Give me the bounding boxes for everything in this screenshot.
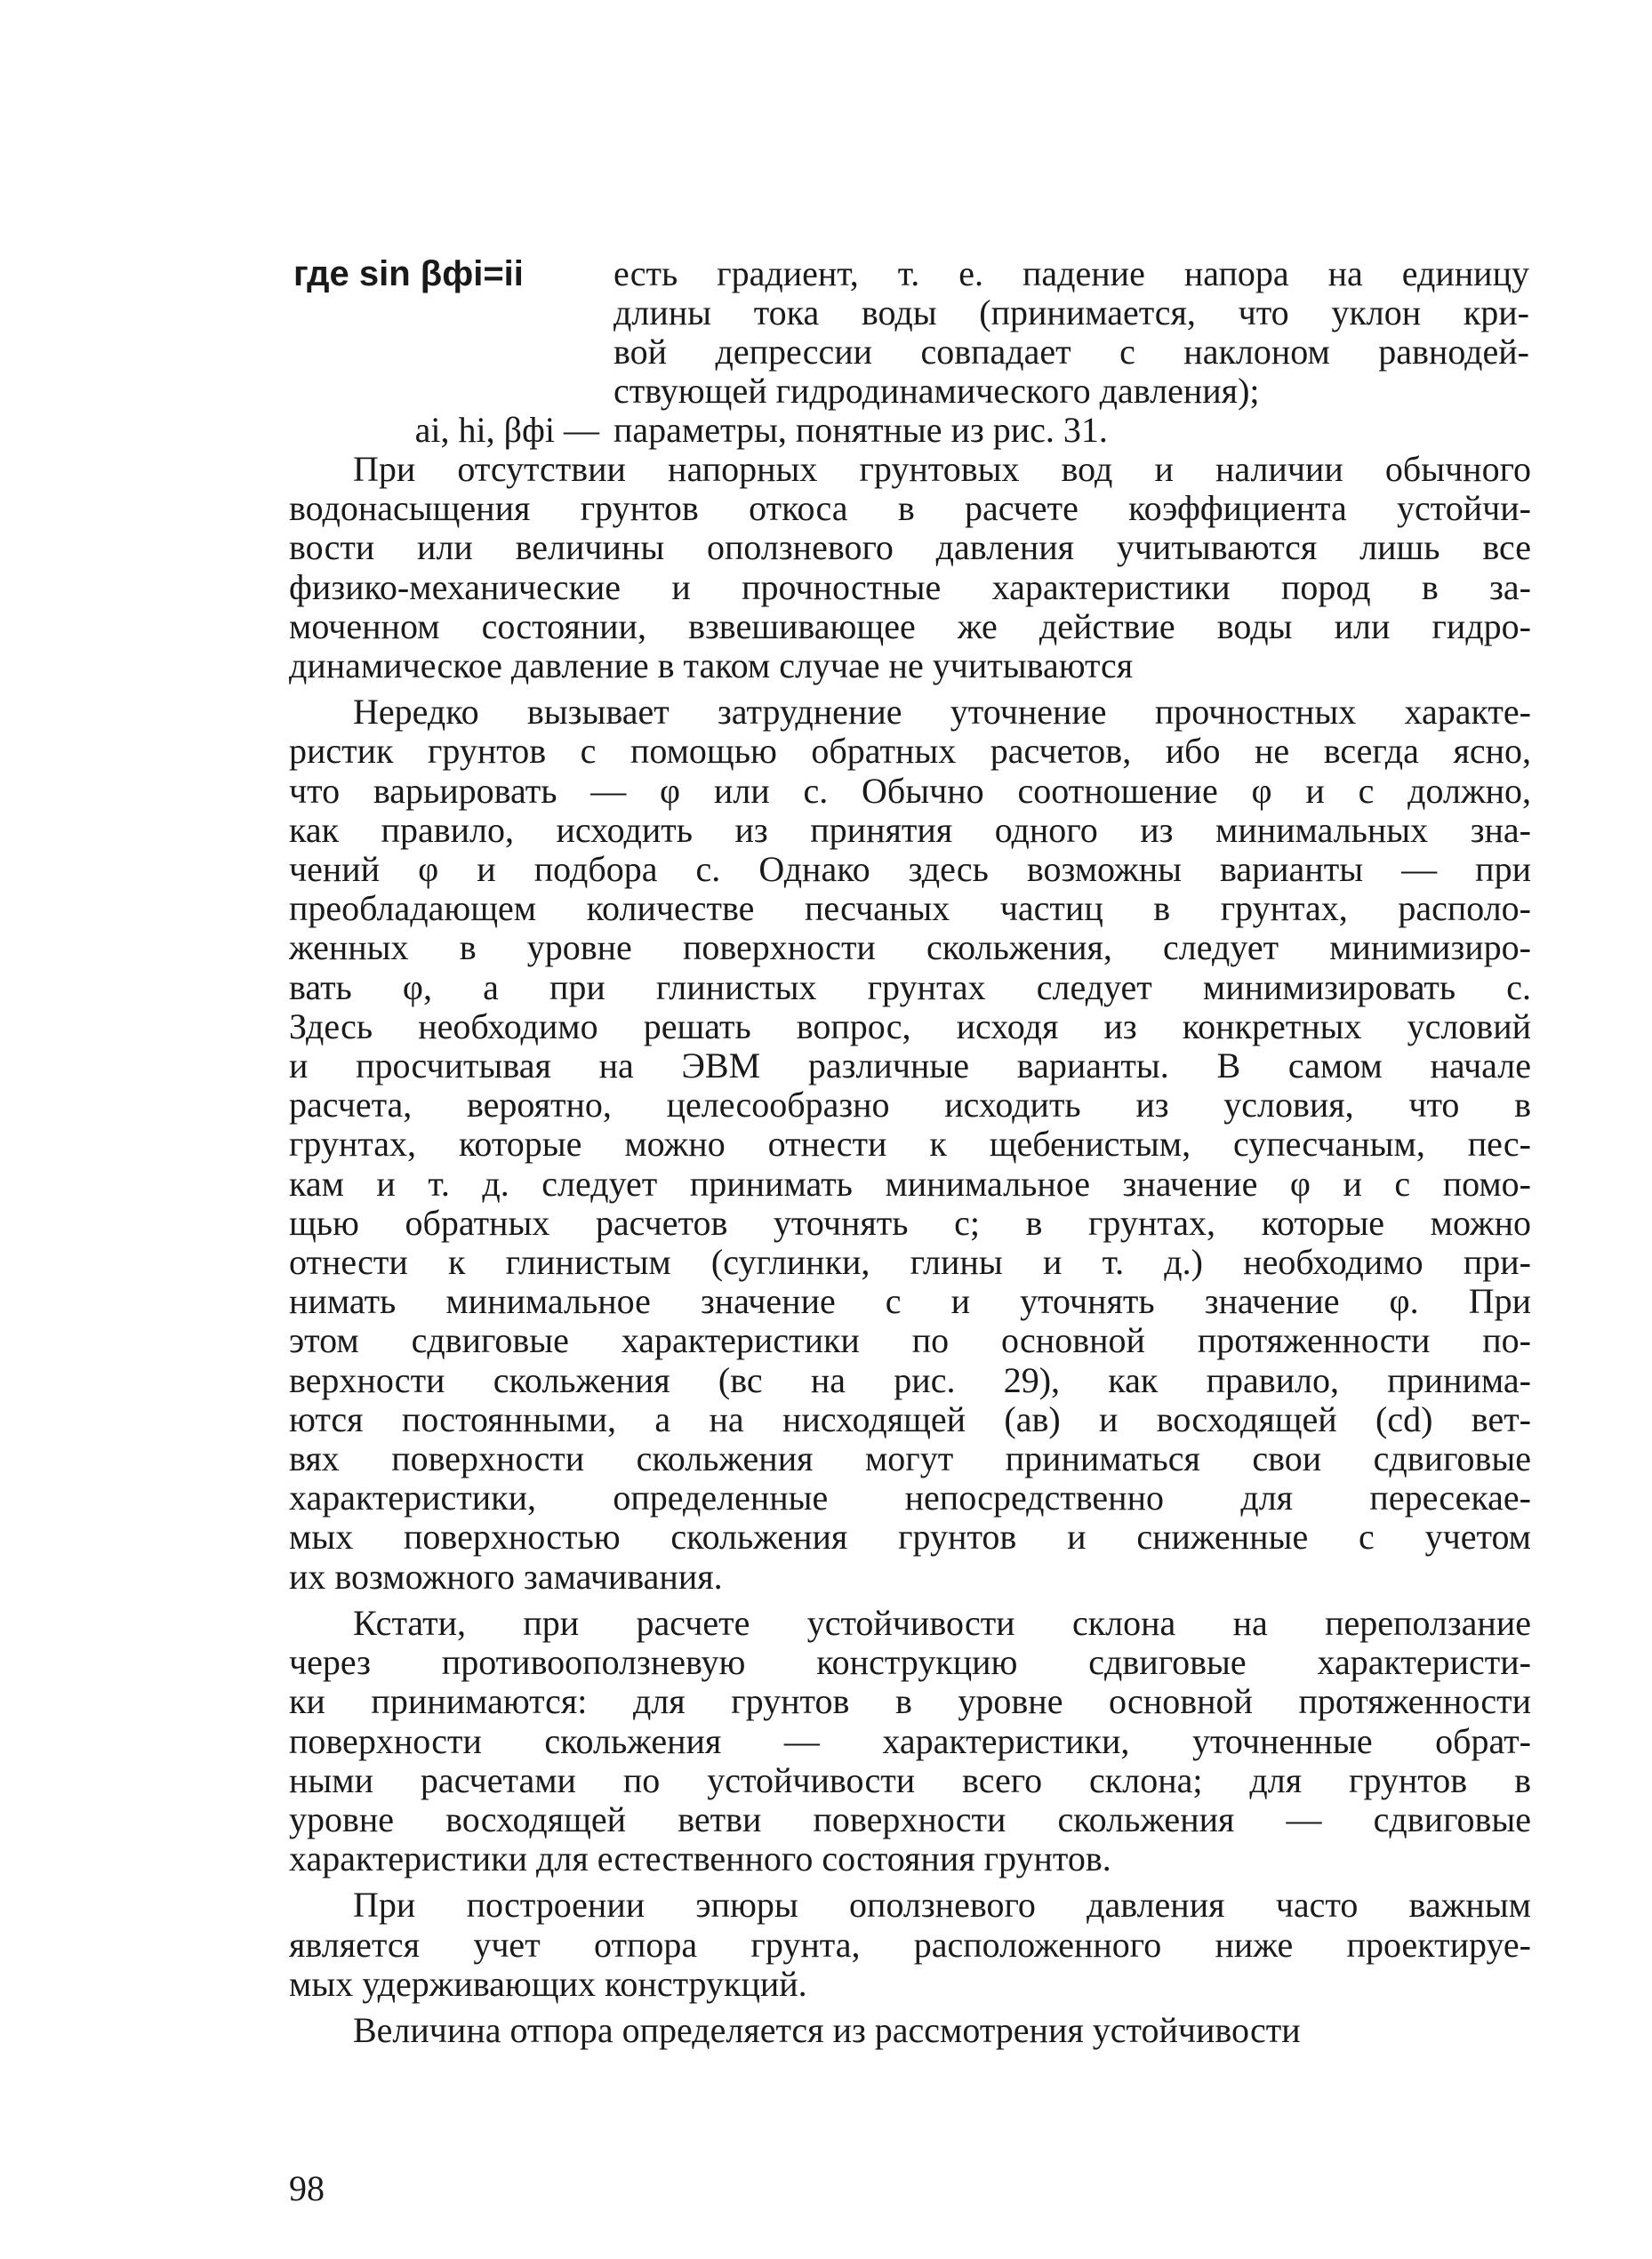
definition-text [613, 254, 1529, 411]
text-line: Величина отпора определяется из рассмотрения устойчивости [353, 2010, 1301, 2050]
definition-text [613, 411, 1529, 450]
definitions-block [293, 254, 1529, 450]
text-line: ными расчетами по устойчивости всего склона; для грунтов в [289, 1760, 1531, 1800]
page-number: 98 [289, 2168, 325, 2208]
text-line: кам и т. д. следует принимать минимальное значение φ и с помо- [289, 1164, 1531, 1204]
text-line: есть градиент, т. е. падение напора на единицу [613, 253, 1529, 293]
text-line: чений φ и подбора с. Однако здесь возможны варианты — при [289, 850, 1531, 890]
text-line: расчета, вероятно, целесообразно исходить из условия, что в [289, 1085, 1531, 1125]
text-line: моченном состоянии, взвешивающее же действие воды или гидро- [289, 606, 1531, 646]
text-line: параметры, понятные из рис. 31. [613, 410, 1108, 450]
text-line: вости или величины оползневого давления учитываются лишь все [289, 528, 1531, 568]
text-line: физико-механические и прочностные характеристики пород в за- [289, 567, 1531, 607]
body-text [289, 450, 1531, 2057]
text-line: мых поверхностью скольжения грунтов и сниженные с учетом [289, 1518, 1531, 1558]
text-line: нимать минимальное значение с и уточнять значение φ. При [289, 1282, 1531, 1322]
paragraph [289, 693, 1531, 1597]
text-line: верхности скольжения (вс на рис. 29), как правило, принима- [289, 1360, 1531, 1400]
text-line: мых удерживающих конструкций. [289, 1964, 807, 2004]
paragraph [289, 1886, 1531, 2004]
text-line: вях поверхности скольжения могут приниматься свои сдвиговые [289, 1439, 1531, 1479]
text-line: водонасыщения грунтов откоса в расчете коэффициента устойчи- [289, 489, 1531, 529]
text-line: При отсутствии напорных грунтовых вод и наличии обычного [353, 450, 1531, 489]
definition-row [293, 254, 1529, 411]
text-line: уровне восходящей ветви поверхности скольжения — сдвиговые [289, 1799, 1531, 1839]
text-line: женных в уровне поверхности скольжения, следует минимизиро- [289, 928, 1531, 968]
text-line: ствующей гидродинамического давления); [613, 371, 1260, 411]
text-line: их возможного замачивания. [289, 1557, 723, 1597]
text-line: отнести к глинистым (суглинки, глины и т. д.) необходимо при- [289, 1243, 1531, 1283]
definition-term: где sin βфi=ii [293, 254, 524, 293]
text-line: характеристики для естественного состояния грунтов. [289, 1839, 1111, 1879]
text-line: ристик грунтов с помощью обратных расчетов, ибо не всегда ясно, [289, 732, 1531, 772]
text-line: Здесь необходимо решать вопрос, исходя из конкретных условий [289, 1006, 1531, 1046]
text-line: Нередко вызывает затруднение уточнение прочностных характе- [353, 693, 1531, 733]
text-line: является учет отпора грунта, расположенного ниже проектируе- [289, 1925, 1531, 1965]
text-line: грунтах, которые можно отнести к щебенистым, супесчаным, пес- [289, 1125, 1531, 1165]
text-line: поверхности скольжения — характеристики, уточненные обрат- [289, 1721, 1531, 1761]
text-line: что варьировать — φ или с. Обычно соотношение φ и с должно, [289, 771, 1531, 811]
text-line: характеристики, определенные непосредственно для пересекае- [289, 1478, 1531, 1518]
text-line: щью обратных расчетов уточнять с; в грунтах, которые можно [289, 1203, 1531, 1243]
definition-term: ai, hi, βфi — [414, 410, 599, 450]
text-line: через противооползневую конструкцию сдвиговые характеристи- [289, 1643, 1531, 1683]
definition-row [293, 411, 1529, 450]
text-line: и просчитывая на ЭВМ различные варианты. В самом начале [289, 1046, 1531, 1086]
text-line: длины тока воды (принимается, что уклон кри- [613, 292, 1529, 332]
text-line: ются постоянными, а на нисходящей (ав) и восходящей (cd) вет- [289, 1399, 1531, 1439]
text-line: преобладающем количестве песчаных частиц в грунтах, располо- [289, 889, 1531, 929]
paragraph [289, 2011, 1531, 2050]
text-line: динамическое давление в таком случае не учитываются [289, 646, 1134, 686]
text-line: При построении эпюры оползневого давления часто важным [353, 1886, 1531, 1926]
text-line: этом сдвиговые характеристики по основной протяженности по- [289, 1321, 1531, 1361]
text-line: как правило, исходить из принятия одного из минимальных зна- [289, 810, 1531, 850]
paragraph [289, 450, 1531, 685]
text-line: вой депрессии совпадает с наклоном равнодей- [613, 332, 1529, 372]
text-line: Кстати, при расчете устойчивости склона на переползание [353, 1603, 1531, 1643]
paragraph [289, 1604, 1531, 1878]
text-line: вать φ, а при глинистых грунтах следует минимизировать с. [289, 967, 1531, 1007]
text-line: ки принимаются: для грунтов в уровне основной протяженности [289, 1682, 1531, 1722]
